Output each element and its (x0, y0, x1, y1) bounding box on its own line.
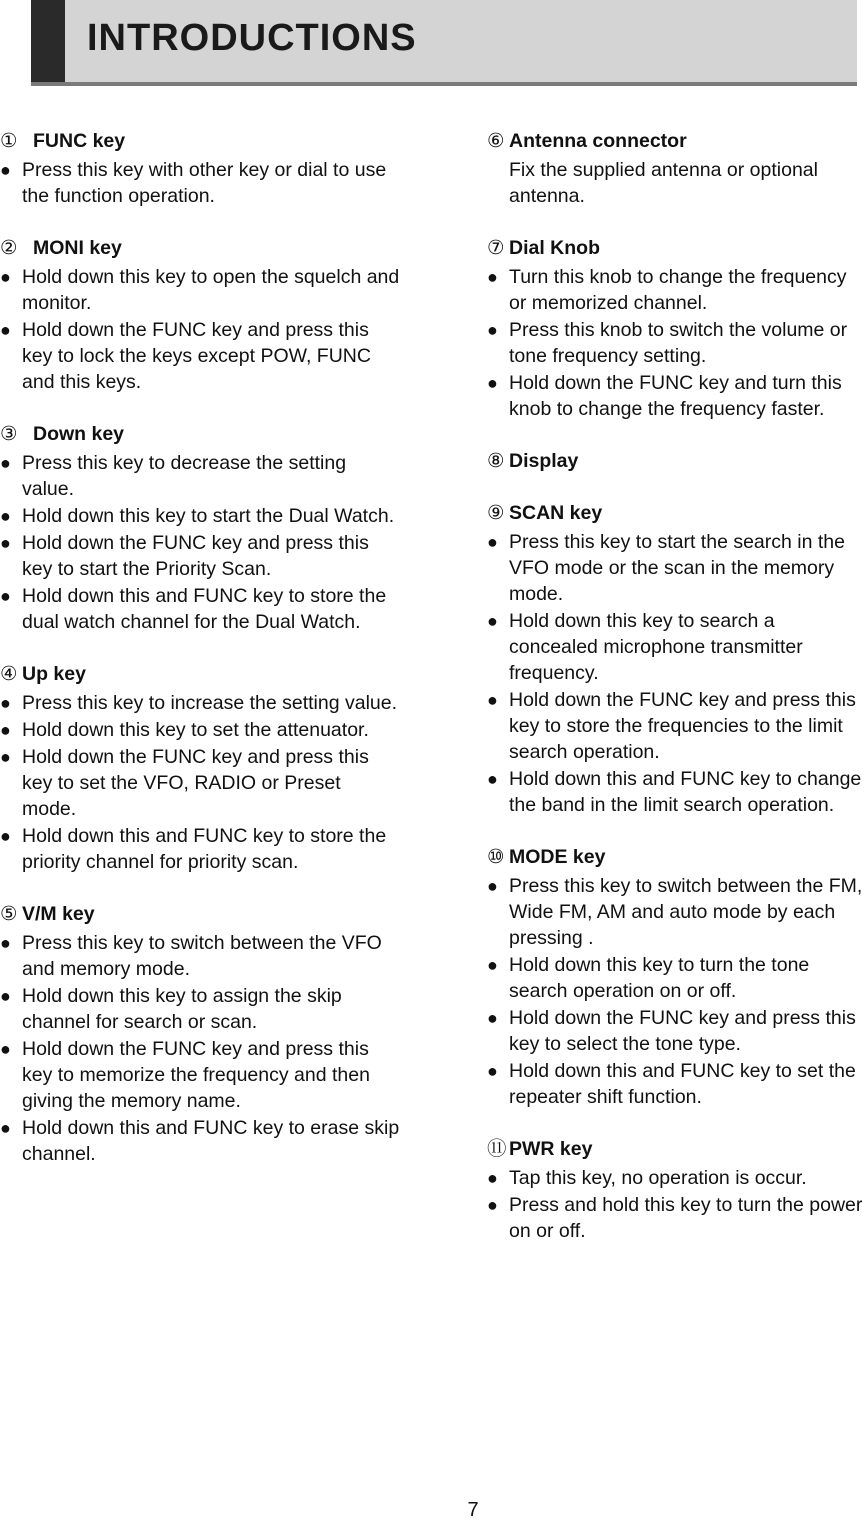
bullet-text: Hold down this and FUNC key to change the band in the limit search operation. (509, 768, 862, 816)
section-title-text: MODE key (509, 846, 606, 868)
bullet-dot-icon: ● (487, 1195, 498, 1215)
bullet-item (0, 717, 400, 743)
bullet-dot-icon: ● (0, 747, 11, 767)
section-title-text: SCAN key (509, 502, 603, 524)
section-number: ① (0, 130, 18, 152)
section-title-text: Display (509, 450, 579, 472)
bullet-dot-icon: ● (0, 453, 11, 473)
section-number: ⑥ (487, 130, 505, 152)
bullet-text: Hold down this and FUNC key to store the dual watch channel for the Dual Watch. (22, 585, 387, 633)
bullet-dot-icon: ● (487, 611, 498, 631)
key-section (487, 1136, 866, 1244)
bullet-text: Press this key with other key or dial to use the function operation. (22, 159, 387, 207)
bullet-dot-icon: ● (0, 720, 11, 740)
left-column (0, 128, 400, 1193)
section-title (0, 128, 400, 154)
key-section (487, 500, 866, 818)
bullet-item (0, 264, 400, 316)
bullet-text: Hold down the FUNC key and press this key to store the frequencies to the limit search operation. (509, 689, 856, 763)
section-description: Fix the supplied antenna or optional antenna. (509, 159, 818, 207)
bullet-dot-icon: ● (0, 320, 11, 340)
bullet-dot-icon: ● (487, 267, 498, 287)
section-title (0, 661, 400, 687)
bullet-text: Hold down this key to turn the tone search operation on or off. (509, 954, 810, 1002)
bullet-item (0, 823, 400, 875)
page-number: 7 (467, 1499, 479, 1521)
bullet-text: Press and hold this key to turn the power on or off. (509, 1194, 863, 1242)
bullet-dot-icon: ● (0, 693, 11, 713)
key-section (487, 844, 866, 1110)
bullet-text: Hold down this key to start the Dual Watch. (22, 505, 395, 527)
bullet-item (0, 450, 400, 502)
bullet-text: Hold down this and FUNC key to erase skip channel. (22, 1117, 400, 1165)
section-title (0, 235, 400, 261)
section-title-text: PWR key (509, 1138, 593, 1160)
bullet-item (487, 264, 866, 316)
bullet-item (0, 1036, 400, 1114)
bullet-item (487, 1005, 866, 1057)
bullet-dot-icon: ● (0, 586, 11, 606)
bullet-item (0, 317, 400, 395)
section-title (487, 448, 866, 474)
section-number: ⑪ (487, 1138, 507, 1160)
section-title (487, 235, 866, 261)
page-title: INTRODUCTIONS (87, 17, 417, 59)
bullet-item (487, 370, 866, 422)
bullet-dot-icon: ● (487, 955, 498, 975)
bullet-dot-icon: ● (487, 1061, 498, 1081)
bullet-item (0, 157, 400, 209)
bullet-text: Hold down the FUNC key and press this key to set the VFO, RADIO or Preset mode. (22, 746, 369, 820)
bullet-dot-icon: ● (0, 160, 11, 180)
bullet-text: Press this key to switch between the FM, Wide FM, AM and auto mode by each pressing . (509, 875, 863, 949)
bullet-text: Press this key to start the search in the VFO mode or the scan in the memory mode. (509, 531, 845, 605)
bullet-item (487, 873, 866, 951)
section-title-text: MONI key (33, 237, 122, 259)
section-title (487, 128, 866, 154)
section-title-text: Antenna connector (509, 130, 687, 152)
bullet-dot-icon: ● (487, 320, 498, 340)
section-title-text: V/M key (22, 903, 95, 925)
section-title-text: Up key (22, 663, 86, 685)
bullet-item (0, 503, 400, 529)
key-section (487, 448, 866, 474)
bullet-text: Hold down this key to search a concealed microphone transmitter frequency. (509, 610, 803, 684)
section-title (0, 421, 400, 447)
bullet-text: Hold down the FUNC key and press this key to select the tone type. (509, 1007, 856, 1055)
section-number: ⑤ (0, 903, 18, 925)
bullet-item (487, 529, 866, 607)
bullet-item (0, 983, 400, 1035)
bullet-dot-icon: ● (0, 933, 11, 953)
bullet-text: Press this knob to switch the volume or tone frequency setting. (509, 319, 848, 367)
header-accent-bar (31, 0, 65, 82)
bullet-item (0, 583, 400, 635)
bullet-item (0, 530, 400, 582)
bullet-dot-icon: ● (487, 876, 498, 896)
right-column (487, 128, 866, 1270)
bullet-text: Hold down the FUNC key and turn this knob to change the frequency faster. (509, 372, 842, 420)
bullet-text: Hold down this key to assign the skip channel for search or scan. (22, 985, 342, 1033)
section-title-text: Down key (33, 423, 125, 445)
bullet-dot-icon: ● (487, 1008, 498, 1028)
section-number: ② (0, 237, 18, 259)
bullet-dot-icon: ● (487, 769, 498, 789)
key-section (487, 235, 866, 422)
key-section (487, 128, 866, 209)
bullet-dot-icon: ● (487, 532, 498, 552)
section-number: ④ (0, 663, 18, 685)
bullet-dot-icon: ● (487, 690, 498, 710)
bullet-text: Tap this key, no operation is occur. (509, 1167, 807, 1189)
bullet-text: Press this key to switch between the VFO and memory mode. (22, 932, 382, 980)
bullet-item (0, 690, 400, 716)
section-number: ⑦ (487, 237, 505, 259)
bullet-item (487, 952, 866, 1004)
bullet-dot-icon: ● (0, 826, 11, 846)
bullet-text: Press this key to increase the setting value. (22, 692, 398, 714)
bullet-item (487, 766, 866, 818)
section-title (487, 1136, 866, 1162)
bullet-dot-icon: ● (0, 267, 11, 287)
bullet-item (0, 744, 400, 822)
bullet-item (487, 317, 866, 369)
section-title-text: Dial Knob (509, 237, 600, 259)
bullet-item (0, 1115, 400, 1167)
section-number: ③ (0, 423, 18, 445)
section-title-text: FUNC key (33, 130, 126, 152)
bullet-dot-icon: ● (487, 1168, 498, 1188)
key-section (0, 661, 400, 875)
bullet-dot-icon: ● (487, 373, 498, 393)
key-section (0, 128, 400, 209)
section-number: ⑨ (487, 502, 505, 524)
bullet-text: Hold down this key to open the squelch and monitor. (22, 266, 400, 314)
bullet-item (487, 1058, 866, 1110)
bullet-text: Press this key to decrease the setting value. (22, 452, 347, 500)
key-section (0, 901, 400, 1167)
key-section (0, 421, 400, 635)
page-header (31, 0, 857, 82)
key-section (0, 235, 400, 395)
bullet-text: Hold down this and FUNC key to set the repeater shift function. (509, 1060, 856, 1108)
bullet-text: Hold down the FUNC key and press this key to lock the keys except POW, FUNC and this keys. (22, 319, 371, 393)
bullet-dot-icon: ● (0, 533, 11, 553)
bullet-item (487, 608, 866, 686)
bullet-item (487, 687, 866, 765)
section-number: ⑩ (487, 846, 505, 868)
bullet-dot-icon: ● (0, 986, 11, 1006)
bullet-text: Hold down the FUNC key and press this key to memorize the frequency and then giving the memory name. (22, 1038, 370, 1112)
section-title (487, 844, 866, 870)
bullet-text: Hold down the FUNC key and press this key to start the Priority Scan. (22, 532, 369, 580)
bullet-text: Hold down this and FUNC key to store the priority channel for priority scan. (22, 825, 387, 873)
bullet-item (487, 1165, 866, 1191)
bullet-text: Turn this knob to change the frequency or memorized channel. (509, 266, 847, 314)
bullet-dot-icon: ● (0, 1039, 11, 1059)
bullet-dot-icon: ● (0, 1118, 11, 1138)
bullet-dot-icon: ● (0, 506, 11, 526)
section-number: ⑧ (487, 450, 505, 472)
bullet-text: Hold down this key to set the attenuator. (22, 719, 369, 741)
bullet-item (0, 930, 400, 982)
section-title (0, 901, 400, 927)
bullet-item (487, 1192, 866, 1244)
section-title (487, 500, 866, 526)
